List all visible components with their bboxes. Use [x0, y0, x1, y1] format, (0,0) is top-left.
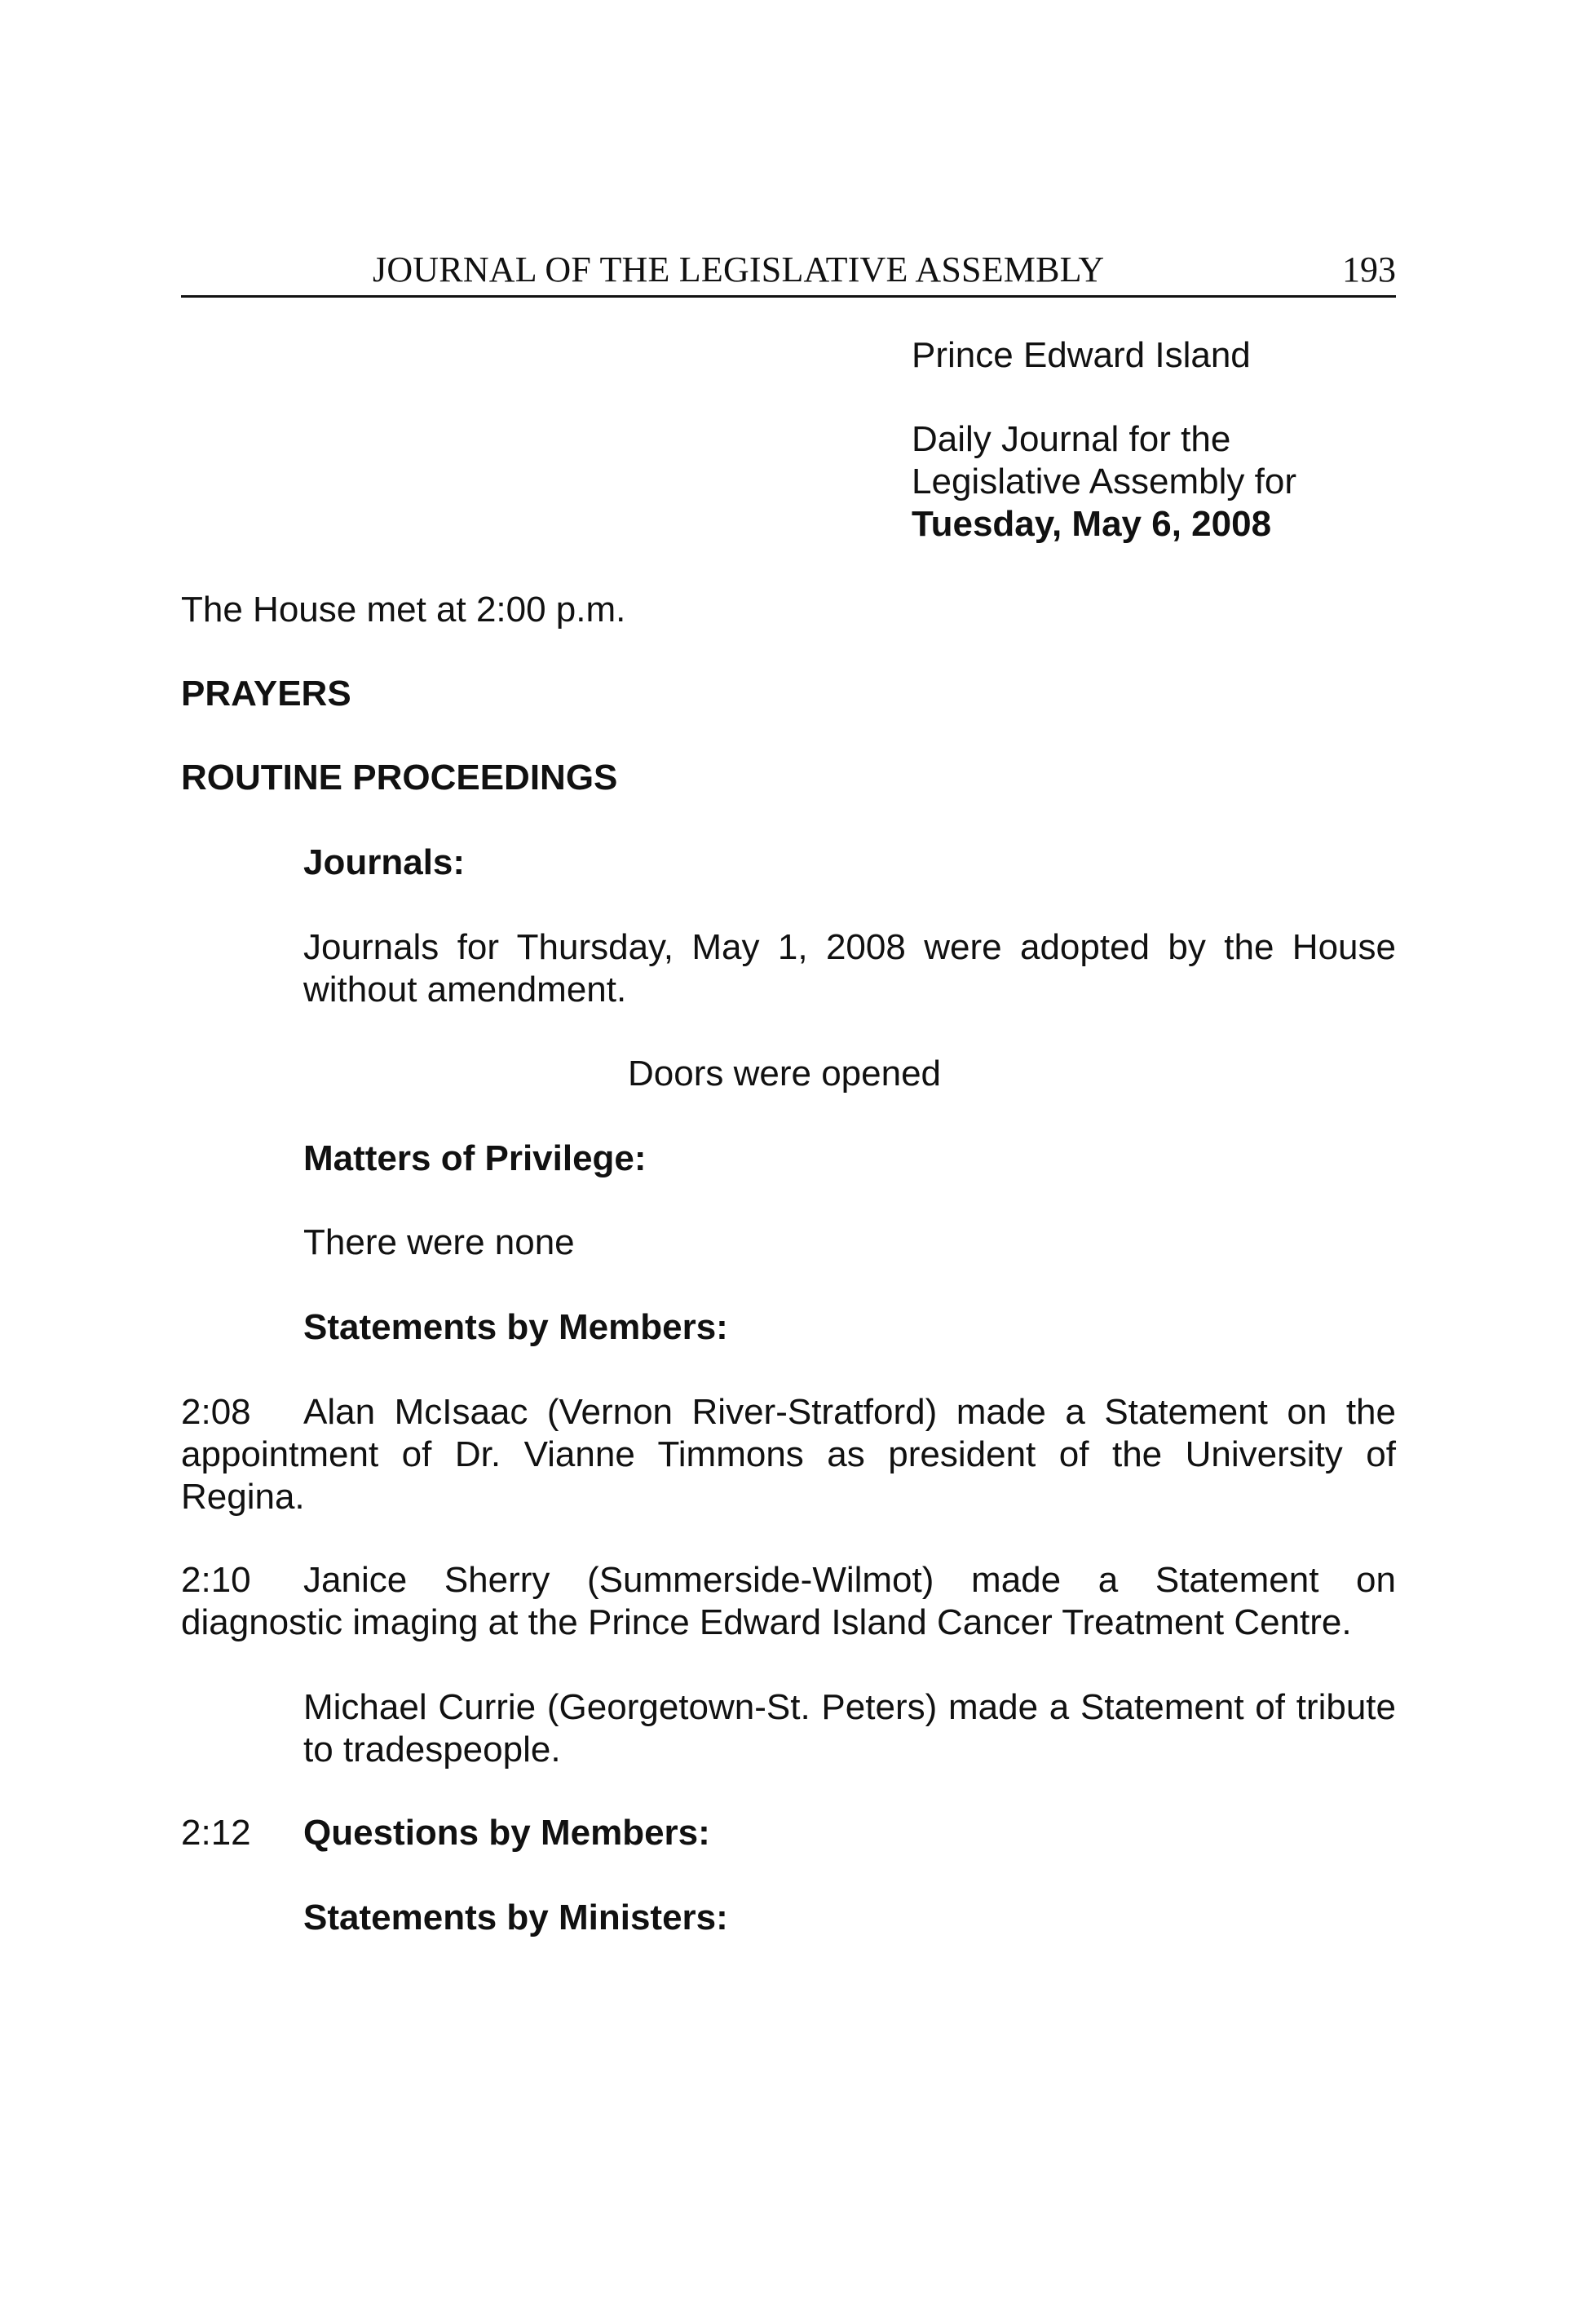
statement-entry [181, 1391, 1396, 1518]
prayers-heading: PRAYERS [181, 674, 351, 714]
doors-opened-note: Doors were opened [628, 1054, 942, 1094]
opening-line: The House met at 2:00 p.m. [181, 590, 626, 630]
page-number: 193 [1342, 250, 1396, 289]
journals-text: Journals for Thursday, May 1, 2008 were adopted by the House without amendment. [303, 927, 1396, 1010]
statements-ministers-heading: Statements by Ministers: [303, 1898, 728, 1937]
dateline-line-1: Daily Journal for the [912, 419, 1231, 459]
province-name: Prince Edward Island [912, 335, 1251, 375]
statements-members-heading: Statements by Members: [303, 1307, 728, 1347]
privilege-text: There were none [303, 1222, 575, 1262]
journals-heading: Journals: [303, 842, 466, 882]
dateline-line-2: Legislative Assembly for [912, 462, 1296, 501]
entry-text: Alan McIsaac (Vernon River-Stratford) made a Statement on the appointment of Dr. Vianne Timmons as president of the University of Regina. [181, 1392, 1396, 1517]
privilege-heading: Matters of Privilege: [303, 1138, 647, 1178]
journal-title: JOURNAL OF THE LEGISLATIVE ASSEMBLY [373, 250, 1105, 289]
questions-time: 2:12 [181, 1813, 251, 1853]
statement-entry [181, 1559, 1396, 1644]
entry-text: Janice Sherry (Summerside-Wilmot) made a Statement on diagnostic imaging at the Prince Edward Island Cancer Treatment Centre. [181, 1560, 1396, 1642]
routine-proceedings-heading: ROUTINE PROCEEDINGS [181, 758, 618, 797]
sitting-date: Tuesday, May 6, 2008 [912, 504, 1272, 544]
entry-time: 2:10 [181, 1560, 251, 1600]
entry-time: 2:08 [181, 1392, 251, 1432]
statement-entry-text: Michael Currie (Georgetown-St. Peters) made a Statement of tribute to tradespeople. [303, 1687, 1396, 1770]
questions-heading: Questions by Members: [303, 1813, 710, 1853]
running-header [181, 245, 1396, 298]
